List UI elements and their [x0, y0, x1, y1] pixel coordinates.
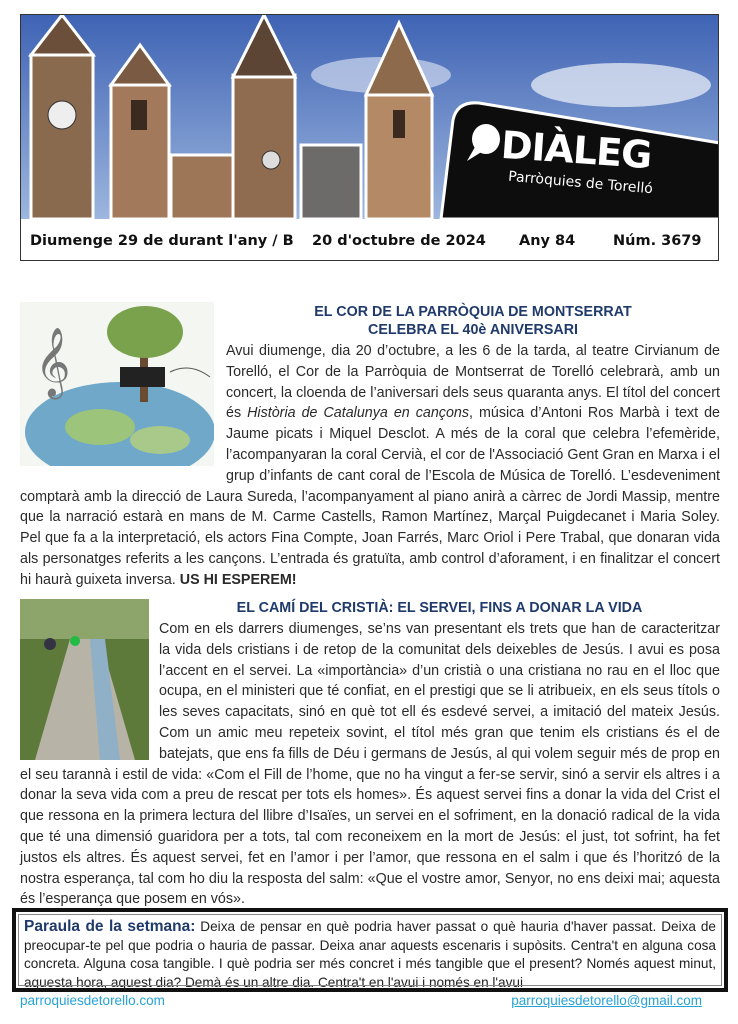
word-of-the-week-box [12, 908, 728, 992]
article-christian-path [20, 597, 720, 910]
article-title-line: EL COR DE LA PARRÒQUIA DE MONTSERRAT [314, 304, 632, 320]
article-body: Com en els darrers diumenges, se’ns van presentant els trets que han de caracteritzar la vida dels cristians i de retop de la comunitat dels deixebles de Jesús. I avui es posa l’accent en el servei. La «importància» d’un cristià o una cristiana no rau en el lloc que ocupa, en el ministeri que té confiat, en el prestigi que se li atribueix, en els seus títols o les seves capacitats, sinó en què tot ell és esdevé servei, a imitació del mateix Jesús. Com un amic meu repeteix sovint, el títol més gran que tenim els cristians és el de batejats, que ens fa fills de Déu i germans de Jesús, al qui volem seguir més de prop en el seu tarannà i estil de vida: «Com el Fill de l’home, que no ha vingut a fer-se servir, sinó a servir els altres i a donar la seva vida com a preu de rescat per tots els homes». És aquest servei fins a donar la vida del Crist el que ressona en la primera lectura del llibre d’Isaïes, un servei en el sofriment, en la donació radical de la vida que té una dimensió guaridora per a tots, tal com reconeixem en la mort de Jesús: el just, tot sofrint, ha fet justos els altres. És aquest servei, fet en l’amor i per l’amor, que ressona en el salm i que és l’horitzó de la nostra esperança, tal com ho diu la resposta del salm: «Que el vostre amor, Senyor, no ens deixi mai; aquesta és l’esperança que posem en vós». [20, 621, 720, 908]
article-body: , música d’Antoni Ros Marbà i text de Jaume picats i Miquel Desclot. A més de la coral que celebra l’efemèride, l’acompanyaran la coral Cervià, el cor de l'Associació Gent Gran en Marxa i el grup d’infants de cant coral de l’Escola de Música de Torelló. L’esdeveniment comptarà amb la direcció de Laura Sureda, l’acompanyament al piano anirà a càrrec de Jordi Massip, mentre que la narració estarà en mans de M. Carme Castells, Ramon Martínez, Marçal Puigdecanet i Maria Soley. Pel que fa a la interpretació, els actors Fina Compte, Joan Farrés, Marc Oriol i Pere Trabal, que donaran vida als personatges referits a les cançons. L’entrada és gratuïta, amb control d’aforament, i en finalitzar el concert hi haurà guixeta inversa. [20, 405, 720, 588]
issue-year: Any 84 [519, 233, 576, 249]
email-link[interactable]: parroquiesdetorello@gmail.com [511, 993, 702, 1008]
website-link[interactable]: parroquiesdetorello.com [20, 993, 165, 1008]
liturgical-day: Diumenge 29 de durant l'any / B [30, 233, 294, 249]
closing-callout: US HI ESPEREM! [179, 571, 297, 588]
article-body: Avui diumenge, dia 20 d’octubre, a les 6 de la tarda, al teatre Cirvianum de Torelló, el Cor de la Parròquia de Montserrat de Torelló celebrarà, amb un concert, la cloenda de l’aniversari dels seus quaranta anys. El títol del concert és [226, 343, 720, 422]
issue-date: 20 d'octubre de 2024 [312, 233, 486, 249]
word-of-the-week-text: Deixa de pensar en què podria haver passat o què hauria d'haver passat. Deixa de preocupar-te pel que podria o hauria de passar. Deixa anar aquests escenaris i supòsits. Centra't en alguna cosa concreta. Alguna cosa tangible. I què podria ser més concret i més tangible que el present? Només aquest minut, aquesta hora, aquest dia? Demà és un altre dia. Centra't en l'avui i només en l'avui [24, 919, 716, 990]
issue-info-bar [21, 219, 719, 261]
article-title-line: CELEBRA EL 40è ANIVERSARI [368, 322, 578, 338]
issue-number: Núm. 3679 [613, 233, 702, 249]
article-title: EL CAMÍ DEL CRISTIÀ: EL SERVEI, FINS A DONAR LA VIDA [236, 600, 643, 616]
concert-title: Història de Catalunya en cançons [247, 405, 469, 422]
logo-subtitle: Parròquies de Torelló [507, 168, 654, 198]
masthead [20, 14, 719, 261]
choir-illustration-image [20, 302, 214, 466]
word-of-the-week-label: Paraula de la setmana: [24, 918, 196, 935]
svg-text:𝄞: 𝄞 [35, 327, 71, 397]
logo-title: DIÀLEG [499, 122, 653, 178]
stone-path-photo [20, 599, 149, 760]
article-choir-anniversary [20, 300, 720, 591]
